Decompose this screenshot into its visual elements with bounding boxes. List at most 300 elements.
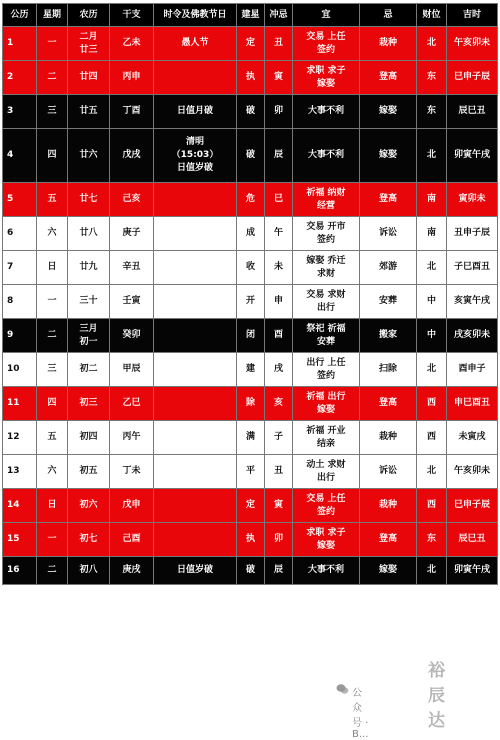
cell-chongji [265,421,293,455]
cell-chongji [265,285,293,319]
cell-text: 祈福 纳财 经营 [306,187,346,211]
cell-chongji [265,251,293,285]
cell-text: 东 [426,534,436,544]
cell-weekday [37,489,68,523]
col-header-jianxing: 建星 [237,4,265,27]
cell-chongji [265,455,293,489]
cell-text: 初八 [79,565,98,575]
cell-text: 北 [426,466,436,476]
cell-text: 15 [7,534,20,544]
cell-ji [360,523,417,557]
cell-text: 诉讼 [378,228,397,238]
cell-text: 三月 初一 [79,323,98,347]
cell-jishi [447,95,498,129]
cell-ganzhi [110,421,154,455]
cell-lunar [68,129,110,183]
cell-weekday [37,61,68,95]
cell-text: 初四 [79,432,98,442]
cell-yi [293,353,360,387]
cell-date [3,95,37,129]
cell-text: 收 [245,262,255,272]
cell-text: 二 [47,72,57,82]
table-row [3,251,498,285]
cell-text: 交易 求财 出行 [306,289,346,313]
cell-ji [360,421,417,455]
col-header-ganzhi: 干支 [110,4,154,27]
cell-text: 丙申 [122,72,141,82]
cell-ganzhi [110,285,154,319]
cell-text: 6 [7,228,14,238]
cell-text: 寅 [273,500,283,510]
cell-text: 祈福 开业 结亲 [306,425,346,449]
cell-date [3,285,37,319]
cell-text: 六 [47,466,57,476]
cell-text: 酉申子 [458,364,486,374]
cell-text: 搬家 [378,330,397,340]
cell-festival [154,285,237,319]
cell-text: 13 [7,466,20,476]
cell-text: 戌 [273,364,283,374]
cell-text: 扫除 [378,364,397,374]
cell-ji [360,455,417,489]
cell-jishi [447,27,498,61]
cell-weekday [37,95,68,129]
cell-ji [360,27,417,61]
cell-weekday [37,285,68,319]
cell-yi [293,557,360,585]
cell-jishi [447,557,498,585]
cell-jishi [447,61,498,95]
cell-text: 5 [7,194,14,204]
cell-text: 四 [47,150,57,160]
cell-ganzhi [110,95,154,129]
cell-text: 壬寅 [122,296,141,306]
cell-text: 午 [273,228,283,238]
cell-text: 日 [47,500,57,510]
cell-text: 丑申子辰 [453,228,490,238]
cell-festival [154,129,237,183]
cell-text: 廿七 [79,194,98,204]
cell-text: 开 [245,296,255,306]
col-header-caiwei: 财位 [417,4,447,27]
cell-ji [360,353,417,387]
cell-text: 登高 [378,194,397,204]
cell-text: 除 [245,398,255,408]
cell-text: 乙巳 [122,398,141,408]
cell-yi [293,251,360,285]
cell-ganzhi [110,387,154,421]
cell-weekday [37,557,68,585]
cell-text: 初五 [79,466,98,476]
cell-text: 中 [426,330,436,340]
cell-chongji [265,217,293,251]
cell-weekday [37,319,68,353]
cell-text: 初三 [79,398,98,408]
cell-text: 丙午 [122,432,141,442]
cell-festival [154,217,237,251]
cell-chongji [265,557,293,585]
cell-jishi [447,387,498,421]
table-row [3,95,498,129]
cell-text: 丁未 [122,466,141,476]
col-header-jishi: 吉时 [447,4,498,27]
cell-text: 3 [7,106,14,116]
almanac-table-container [2,3,498,585]
watermark-account: 公众号 · B... [352,688,369,740]
cell-jishi [447,183,498,217]
cell-text: 二月 廿三 [79,31,98,55]
cell-text: 己酉 [122,534,141,544]
cell-text: 动土 求财 出行 [306,459,346,483]
cell-text: 未 [273,262,283,272]
cell-text: 子巳酉丑 [453,262,490,272]
cell-caiwei [417,61,447,95]
cell-text: 4 [7,150,14,160]
cell-festival [154,523,237,557]
cell-yi [293,523,360,557]
cell-text: 登高 [378,398,397,408]
cell-lunar [68,183,110,217]
table-row [3,129,498,183]
cell-text: 安葬 [378,296,397,306]
cell-chongji [265,489,293,523]
cell-text: 大事不利 [307,106,344,116]
cell-text: 满 [245,432,255,442]
cell-caiwei [417,251,447,285]
cell-caiwei [417,285,447,319]
cell-text: 西 [426,500,436,510]
cell-jianxing [237,387,265,421]
table-row [3,319,498,353]
cell-festival [154,61,237,95]
cell-jianxing [237,251,265,285]
cell-text: 定 [245,38,255,48]
cell-text: 栽种 [378,432,397,442]
cell-text: 嫁娶 乔迁 求财 [306,255,346,279]
cell-text: 二 [47,330,57,340]
cell-text: 建 [245,364,255,374]
watermark-logo: 裕辰达 [428,661,446,731]
cell-text: 定 [245,500,255,510]
cell-lunar [68,421,110,455]
cell-date [3,421,37,455]
cell-text: 中 [426,296,436,306]
cell-caiwei [417,129,447,183]
cell-text: 祈福 出行 嫁娶 [306,391,346,415]
cell-ganzhi [110,251,154,285]
cell-chongji [265,183,293,217]
cell-text: 甲辰 [122,364,141,374]
cell-weekday [37,353,68,387]
cell-text: 东 [426,72,436,82]
cell-festival [154,455,237,489]
cell-text: 12 [7,432,20,442]
cell-text: 执 [245,534,255,544]
cell-text: 一 [47,296,57,306]
cell-text: 北 [426,150,436,160]
cell-caiwei [417,489,447,523]
cell-text: 卯寅午戌 [453,150,490,160]
cell-text: 申巳酉丑 [453,398,490,408]
cell-jianxing [237,319,265,353]
cell-yi [293,421,360,455]
cell-text: 辰巳丑 [458,534,486,544]
cell-jishi [447,523,498,557]
cell-text: 9 [7,330,14,340]
cell-text: 平 [245,466,255,476]
cell-caiwei [417,353,447,387]
cell-yi [293,183,360,217]
cell-text: 六 [47,228,57,238]
cell-text: 戊申 [122,500,141,510]
cell-text: 西 [426,398,436,408]
cell-jianxing [237,353,265,387]
cell-chongji [265,27,293,61]
cell-ji [360,251,417,285]
cell-text: 午亥卯未 [453,38,490,48]
cell-yi [293,319,360,353]
cell-text: 庚戌 [122,565,141,575]
cell-text: 五 [47,432,57,442]
cell-festival [154,387,237,421]
cell-jianxing [237,129,265,183]
cell-text: 寅 [273,72,283,82]
cell-text: 诉讼 [378,466,397,476]
cell-text: 寅卯未 [458,194,486,204]
cell-lunar [68,95,110,129]
cell-text: 酉 [273,330,283,340]
cell-text: 交易 上任 签约 [306,493,346,517]
cell-text: 子 [273,432,283,442]
col-header-chongji: 冲忌 [265,4,293,27]
cell-date [3,319,37,353]
cell-date [3,251,37,285]
cell-festival [154,27,237,61]
cell-text: 交易 上任 签约 [306,31,346,55]
cell-caiwei [417,387,447,421]
cell-jianxing [237,421,265,455]
cell-text: 日值月破 [176,106,213,116]
cell-lunar [68,61,110,95]
cell-yi [293,217,360,251]
table-row [3,387,498,421]
table-row [3,285,498,319]
cell-text: 未寅戌 [458,432,486,442]
cell-lunar [68,27,110,61]
cell-text: 西 [426,432,436,442]
cell-text: 庚子 [122,228,141,238]
cell-ji [360,387,417,421]
cell-jishi [447,251,498,285]
cell-text: 栽种 [378,38,397,48]
cell-chongji [265,95,293,129]
cell-text: 北 [426,364,436,374]
cell-ji [360,129,417,183]
cell-ji [360,319,417,353]
cell-text: 巳 [273,194,283,204]
cell-chongji [265,129,293,183]
col-header-ji: 忌 [360,4,417,27]
table-row [3,353,498,387]
cell-weekday [37,251,68,285]
cell-text: 癸卯 [122,330,141,340]
cell-jianxing [237,285,265,319]
cell-ji [360,217,417,251]
cell-lunar [68,285,110,319]
cell-text: 破 [245,106,255,116]
cell-date [3,129,37,183]
cell-text: 大事不利 [307,565,344,575]
cell-text: 一 [47,38,57,48]
cell-text: 初六 [79,500,98,510]
cell-text: 丑 [273,466,283,476]
cell-date [3,387,37,421]
cell-date [3,557,37,585]
cell-text: 申 [273,296,283,306]
cell-ganzhi [110,523,154,557]
cell-text: 廿六 [79,150,98,160]
cell-text: 廿五 [79,106,98,116]
cell-text: 卯 [273,106,283,116]
cell-jishi [447,217,498,251]
table-row [3,557,498,585]
cell-date [3,61,37,95]
cell-text: 卯寅午戌 [453,565,490,575]
cell-jianxing [237,455,265,489]
cell-festival [154,353,237,387]
cell-festival [154,319,237,353]
cell-text: 7 [7,262,14,272]
cell-ganzhi [110,27,154,61]
cell-yi [293,387,360,421]
cell-text: 愚人节 [181,38,209,48]
cell-text: 8 [7,296,14,306]
cell-text: 廿四 [79,72,98,82]
cell-ganzhi [110,61,154,95]
table-row [3,27,498,61]
cell-lunar [68,455,110,489]
col-header-lunar: 农历 [68,4,110,27]
cell-festival [154,183,237,217]
cell-text: 初七 [79,534,98,544]
cell-ji [360,489,417,523]
cell-caiwei [417,27,447,61]
cell-date [3,217,37,251]
cell-text: 北 [426,38,436,48]
cell-yi [293,129,360,183]
cell-text: 登高 [378,534,397,544]
cell-text: 求职 求子 嫁娶 [306,527,346,551]
cell-jishi [447,455,498,489]
cell-text: 廿九 [79,262,98,272]
cell-text: 戌亥卯未 [453,330,490,340]
cell-text: 日 [47,262,57,272]
cell-text: 嫁娶 [378,106,397,116]
cell-text: 亥 [273,398,283,408]
cell-lunar [68,251,110,285]
cell-weekday [37,27,68,61]
cell-date [3,455,37,489]
cell-ganzhi [110,557,154,585]
cell-caiwei [417,421,447,455]
cell-weekday [37,387,68,421]
cell-text: 初二 [79,364,98,374]
cell-text: 南 [426,228,436,238]
col-header-date: 公历 [3,4,37,27]
col-header-festival: 时令及佛教节日 [154,4,237,27]
table-row [3,421,498,455]
cell-weekday [37,129,68,183]
cell-text: 祭祀 祈福 安葬 [306,323,346,347]
cell-weekday [37,421,68,455]
cell-date [3,27,37,61]
cell-text: 北 [426,262,436,272]
cell-caiwei [417,523,447,557]
table-row [3,183,498,217]
cell-text: 东 [426,106,436,116]
col-header-yi: 宜 [293,4,360,27]
cell-text: 戊戌 [122,150,141,160]
cell-text: 辰巳丑 [458,106,486,116]
cell-lunar [68,489,110,523]
cell-text: 清明 （15:03） 日值岁破 [171,137,219,173]
cell-ji [360,95,417,129]
cell-chongji [265,387,293,421]
cell-text: 14 [7,500,20,510]
cell-chongji [265,61,293,95]
cell-text: 三 [47,106,57,116]
cell-text: 郊游 [378,262,397,272]
cell-ganzhi [110,489,154,523]
cell-text: 丁酉 [122,106,141,116]
cell-text: 廿八 [79,228,98,238]
cell-text: 午亥卯未 [453,466,490,476]
cell-ji [360,183,417,217]
cell-date [3,523,37,557]
cell-jianxing [237,523,265,557]
cell-jianxing [237,183,265,217]
cell-lunar [68,557,110,585]
cell-text: 辛丑 [122,262,141,272]
cell-date [3,183,37,217]
cell-ganzhi [110,129,154,183]
cell-jianxing [237,217,265,251]
cell-text: 成 [245,228,255,238]
cell-festival [154,95,237,129]
cell-text: 一 [47,534,57,544]
cell-text: 危 [245,194,255,204]
cell-ganzhi [110,217,154,251]
cell-caiwei [417,95,447,129]
cell-text: 2 [7,72,14,82]
cell-text: 北 [426,565,436,575]
cell-chongji [265,353,293,387]
cell-jianxing [237,489,265,523]
cell-lunar [68,387,110,421]
cell-text: 执 [245,72,255,82]
almanac-table-body [3,27,498,585]
cell-weekday [37,523,68,557]
cell-weekday [37,217,68,251]
cell-festival [154,421,237,455]
cell-text: 四 [47,398,57,408]
cell-yi [293,95,360,129]
cell-ji [360,285,417,319]
cell-caiwei [417,455,447,489]
cell-festival [154,489,237,523]
cell-ji [360,557,417,585]
cell-text: 10 [7,364,20,374]
